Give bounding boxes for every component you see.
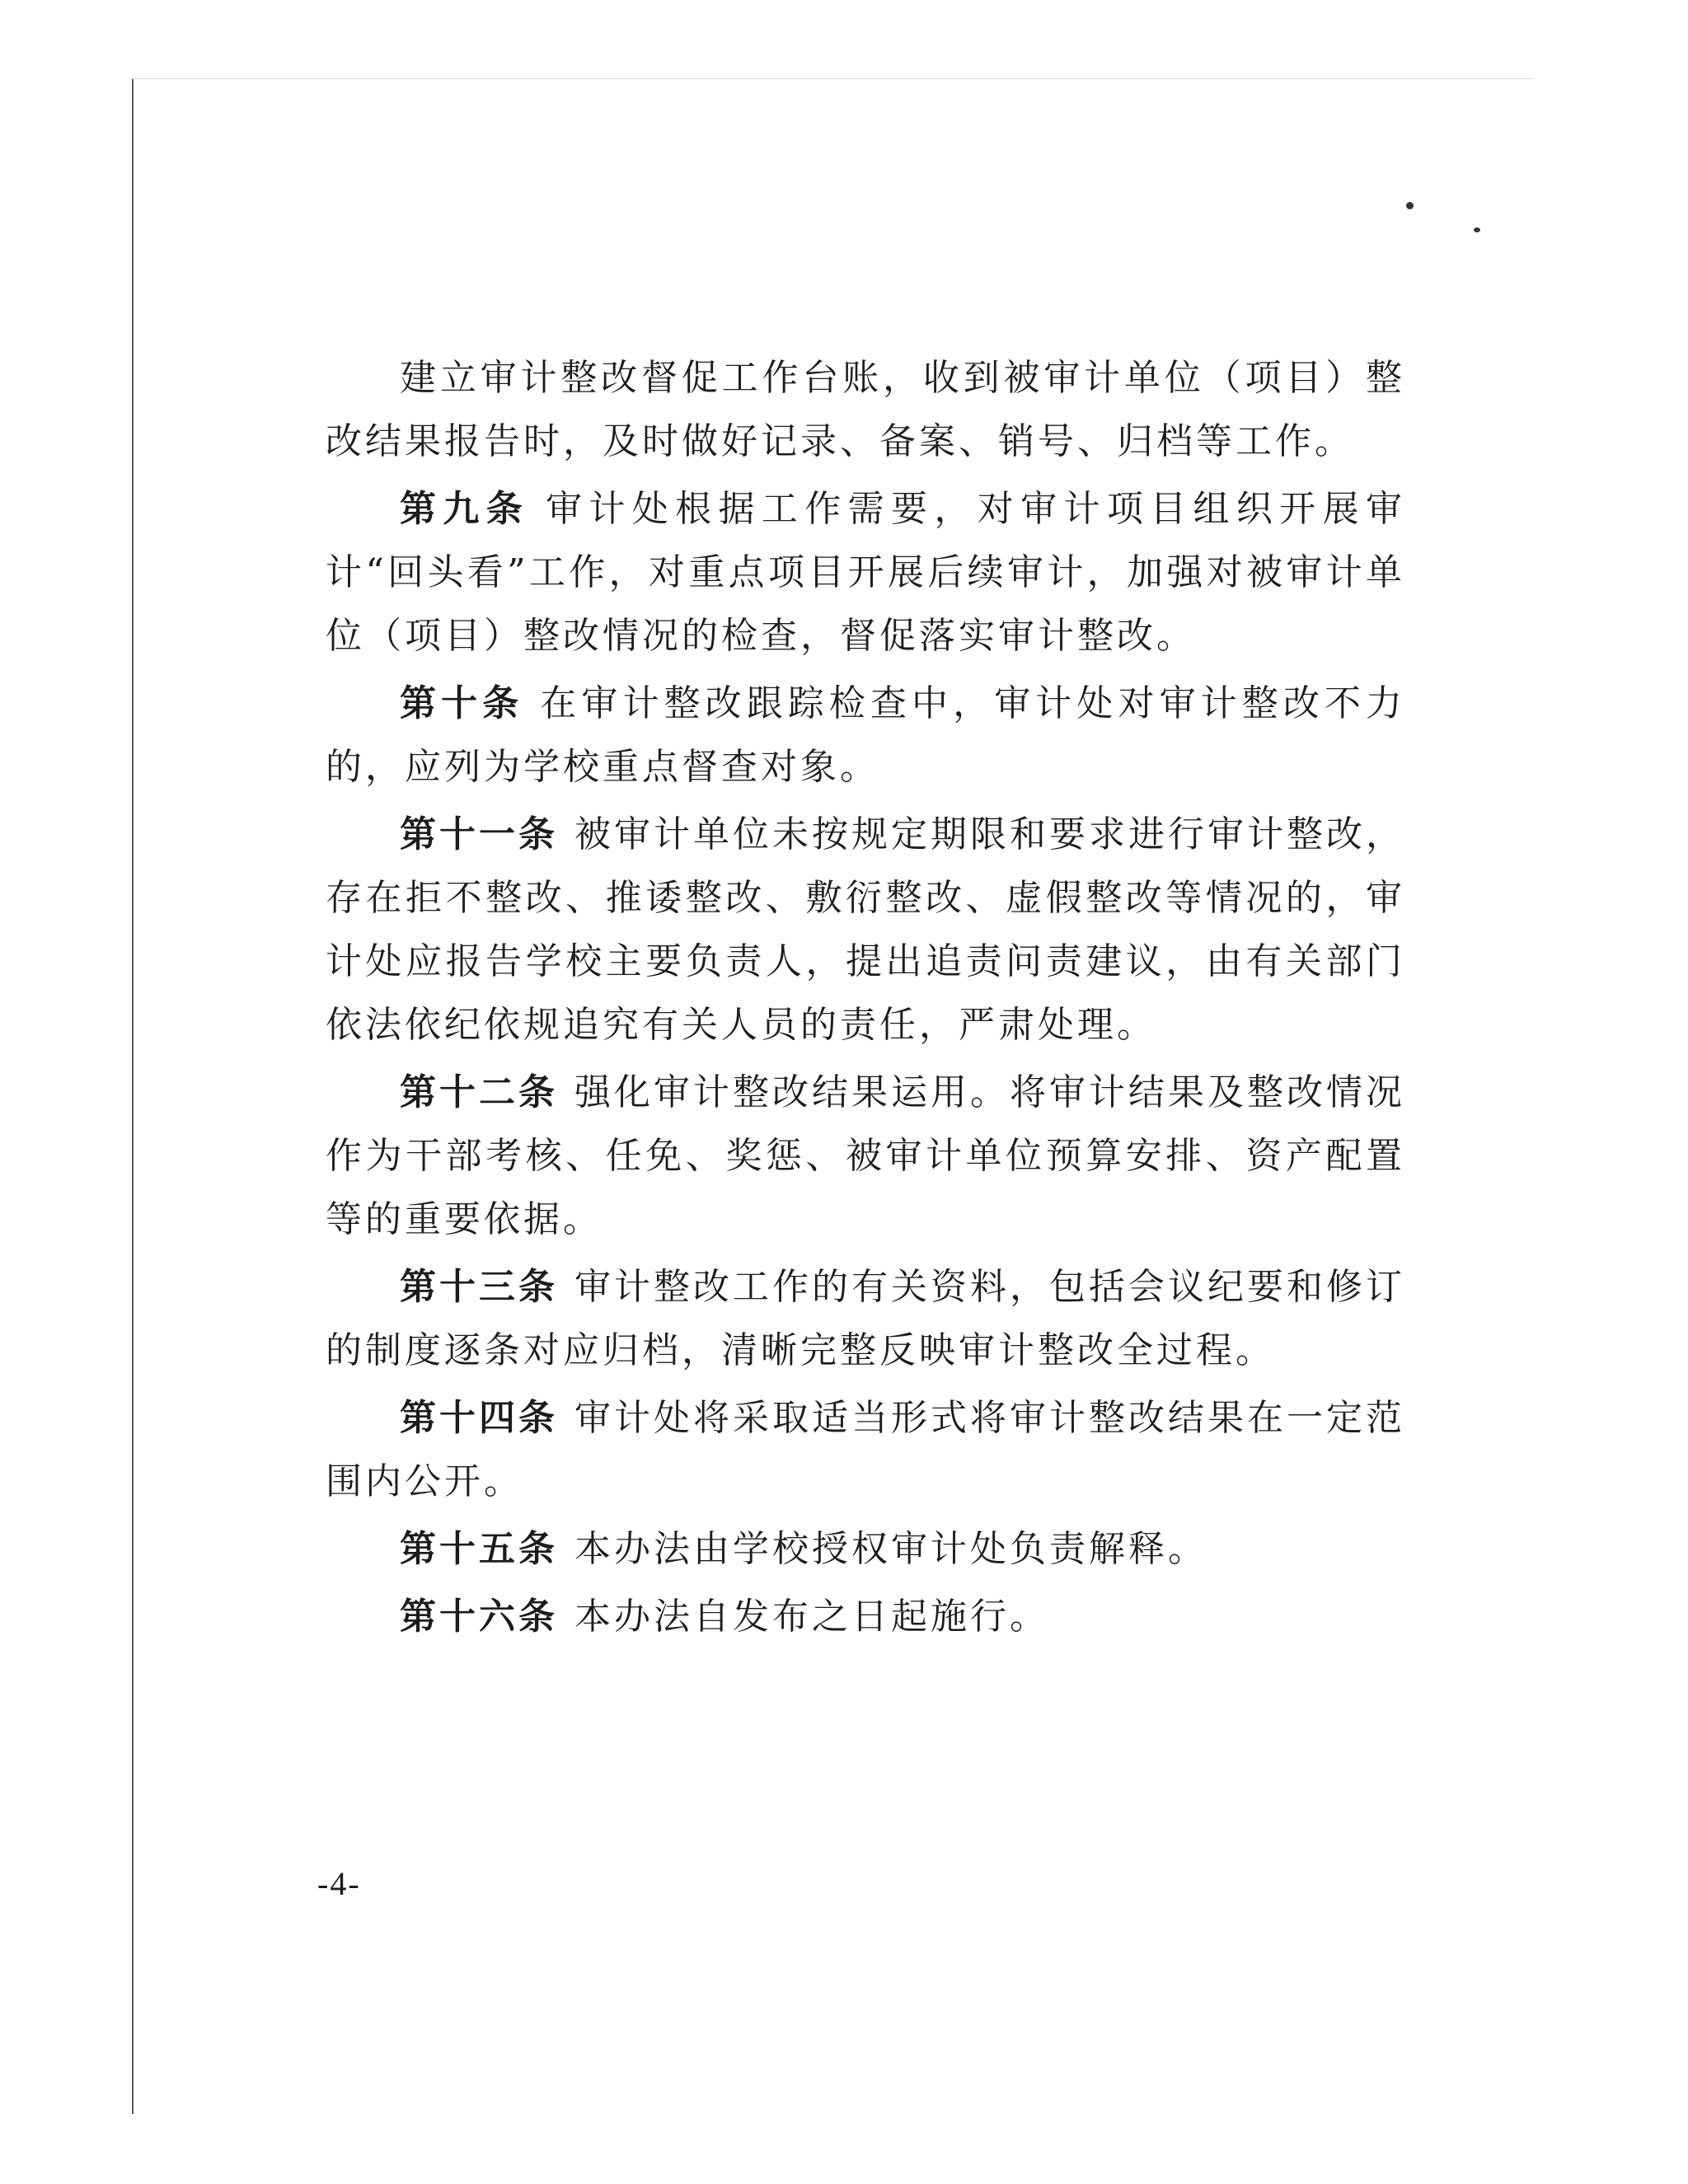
article-11	[326, 803, 1405, 1057]
article-text: 被审计单位未按规定期限和要求进行审计整改，存在拒不整改、推诿整改、敷衍整改、虚假整改等情况的，审计处应报告学校主要负责人，提出追责问责建议，由有关部门依法依纪依规追究有关人员的责任，严肃处理。	[326, 813, 1405, 1046]
article-14	[326, 1386, 1405, 1513]
article-heading: 第十一条	[400, 813, 558, 855]
article-text: 审计处将采取适当形式将审计整改结果在一定范围内公开。	[326, 1397, 1405, 1502]
article-heading: 第十六条	[400, 1596, 558, 1638]
article-heading: 第十条	[400, 682, 524, 724]
article-13	[326, 1255, 1405, 1382]
article-16	[326, 1585, 1405, 1648]
document-body	[326, 346, 1405, 1652]
article-9	[326, 477, 1405, 668]
paragraph-text: 建立审计整改督促工作台账，收到被审计单位（项目）整改结果报告时，及时做好记录、备案、销号、归档等工作。	[326, 357, 1405, 462]
article-heading: 第十二条	[400, 1071, 558, 1113]
article-text: 本办法由学校授权审计处负责解释。	[574, 1528, 1207, 1570]
paragraph-continuation	[326, 346, 1405, 473]
article-text: 在审计整改跟踪检查中，审计处对审计整改不力的，应列为学校重点督查对象。	[326, 682, 1406, 788]
article-heading: 第十四条	[400, 1397, 558, 1439]
article-text: 审计处根据工作需要，对审计项目组织开展审计“回头看”工作，对重点项目开展后续审计，加强对被审计单位（项目）整改情况的检查，督促落实审计整改。	[326, 488, 1406, 657]
article-heading: 第九条	[400, 488, 530, 530]
article-heading: 第十三条	[400, 1266, 558, 1308]
article-10	[326, 672, 1405, 799]
article-heading: 第十五条	[400, 1528, 558, 1570]
page-number: -4-	[317, 1865, 361, 1902]
article-text: 强化审计整改结果运用。将审计结果及整改情况作为干部考核、任免、奖惩、被审计单位预算安排、资产配置等的重要依据。	[326, 1071, 1405, 1240]
scan-speck	[1406, 202, 1414, 209]
article-12	[326, 1061, 1405, 1251]
article-15	[326, 1517, 1405, 1581]
article-text: 审计整改工作的有关资料，包括会议纪要和修订的制度逐条对应归档，清晰完整反映审计整改全过程。	[326, 1266, 1405, 1371]
scan-page-top-edge	[132, 78, 1533, 79]
scan-speck	[1474, 227, 1480, 232]
article-text: 本办法自发布之日起施行。	[574, 1596, 1049, 1638]
scan-page-edge	[132, 78, 134, 2114]
